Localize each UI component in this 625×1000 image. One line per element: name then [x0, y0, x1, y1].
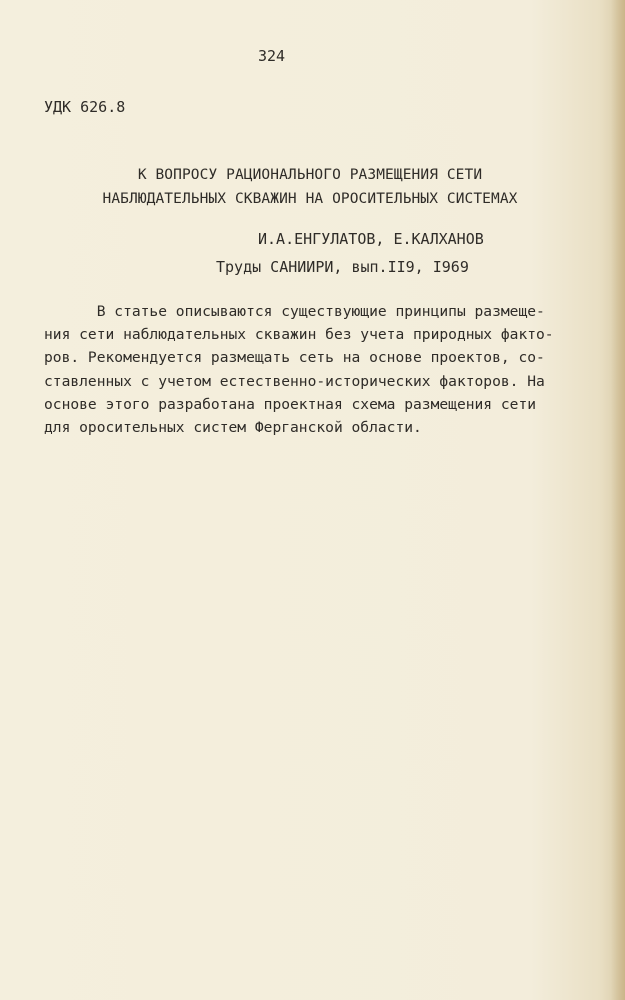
article-title: [70, 163, 550, 211]
abstract-line: ния сети наблюдательных скважин без учета природных факто-: [44, 326, 554, 344]
title-line: НАБЛЮДАТЕЛЬНЫХ СКВАЖИН НА ОРОСИТЕЛЬНЫХ СИСТЕМАХ: [102, 191, 518, 207]
article-source: Труды САНИИРИ, вып.II9, I969: [216, 258, 469, 276]
title-line: К ВОПРОСУ РАЦИОНАЛЬНОГО РАЗМЕЩЕНИЯ СЕТИ: [137, 167, 483, 183]
abstract-line: для оросительных систем Ферганской области.: [44, 419, 422, 437]
page-number: 324: [258, 47, 286, 65]
page-edge-shadow: [611, 0, 625, 1000]
abstract-line: основе этого разработана проектная схема размещения сети: [44, 395, 537, 413]
article-abstract: [44, 300, 554, 439]
article-authors: И.А.ЕНГУЛАТОВ, Е.КАЛХАНОВ: [258, 230, 484, 248]
abstract-line: ставленных с учетом естественно-исторических факторов. На: [44, 372, 545, 390]
abstract-line: ров. Рекомендуется размещать сеть на основе проектов, со-: [44, 349, 545, 367]
abstract-line: В статье описываются существующие принципы размеще-: [44, 303, 545, 320]
udc-code: УДК 626.8: [44, 98, 126, 116]
